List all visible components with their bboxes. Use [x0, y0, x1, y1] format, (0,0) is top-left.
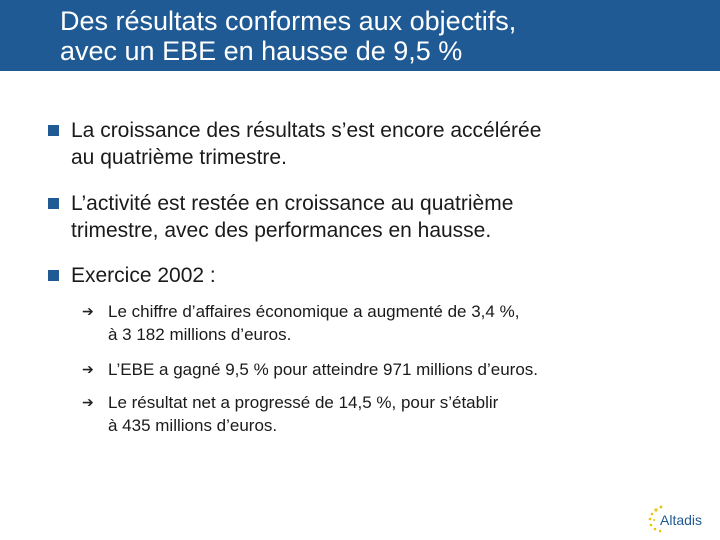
title-line-1: Des résultats conformes aux objectifs,	[60, 6, 517, 36]
arrow-right-icon: ➔	[82, 394, 94, 410]
arrow-right-icon: ➔	[82, 303, 94, 319]
page-title	[60, 6, 710, 66]
square-bullet-icon	[48, 198, 59, 209]
arrow-right-icon: ➔	[82, 361, 94, 377]
bullet-text: La croissance des résultats s’est encore accélérée au quatrième trimestre.	[71, 119, 542, 169]
sub-bullet-text: Le chiffre d’affaires économique a augmenté de 3,4 %, à 3 182 millions d’euros.	[108, 302, 520, 344]
sub-bullet-text: L’EBE a gagné 9,5 % pour atteindre 971 millions d’euros.	[108, 360, 538, 379]
logo-text: Altadis	[660, 512, 703, 528]
square-bullet-icon	[48, 270, 59, 281]
bullet-text: Exercice 2002 :	[71, 264, 216, 287]
bullet-text: L’activité est restée en croissance au quatrième trimestre, avec des performances en hausse.	[71, 192, 514, 242]
square-bullet-icon	[48, 125, 59, 136]
sub-bullet-text: Le résultat net a progressé de 14,5 %, pour s’établir à 435 millions d’euros.	[108, 393, 499, 435]
title-bar	[0, 0, 720, 71]
title-line-2: avec un EBE en hausse de 9,5 %	[60, 36, 463, 66]
